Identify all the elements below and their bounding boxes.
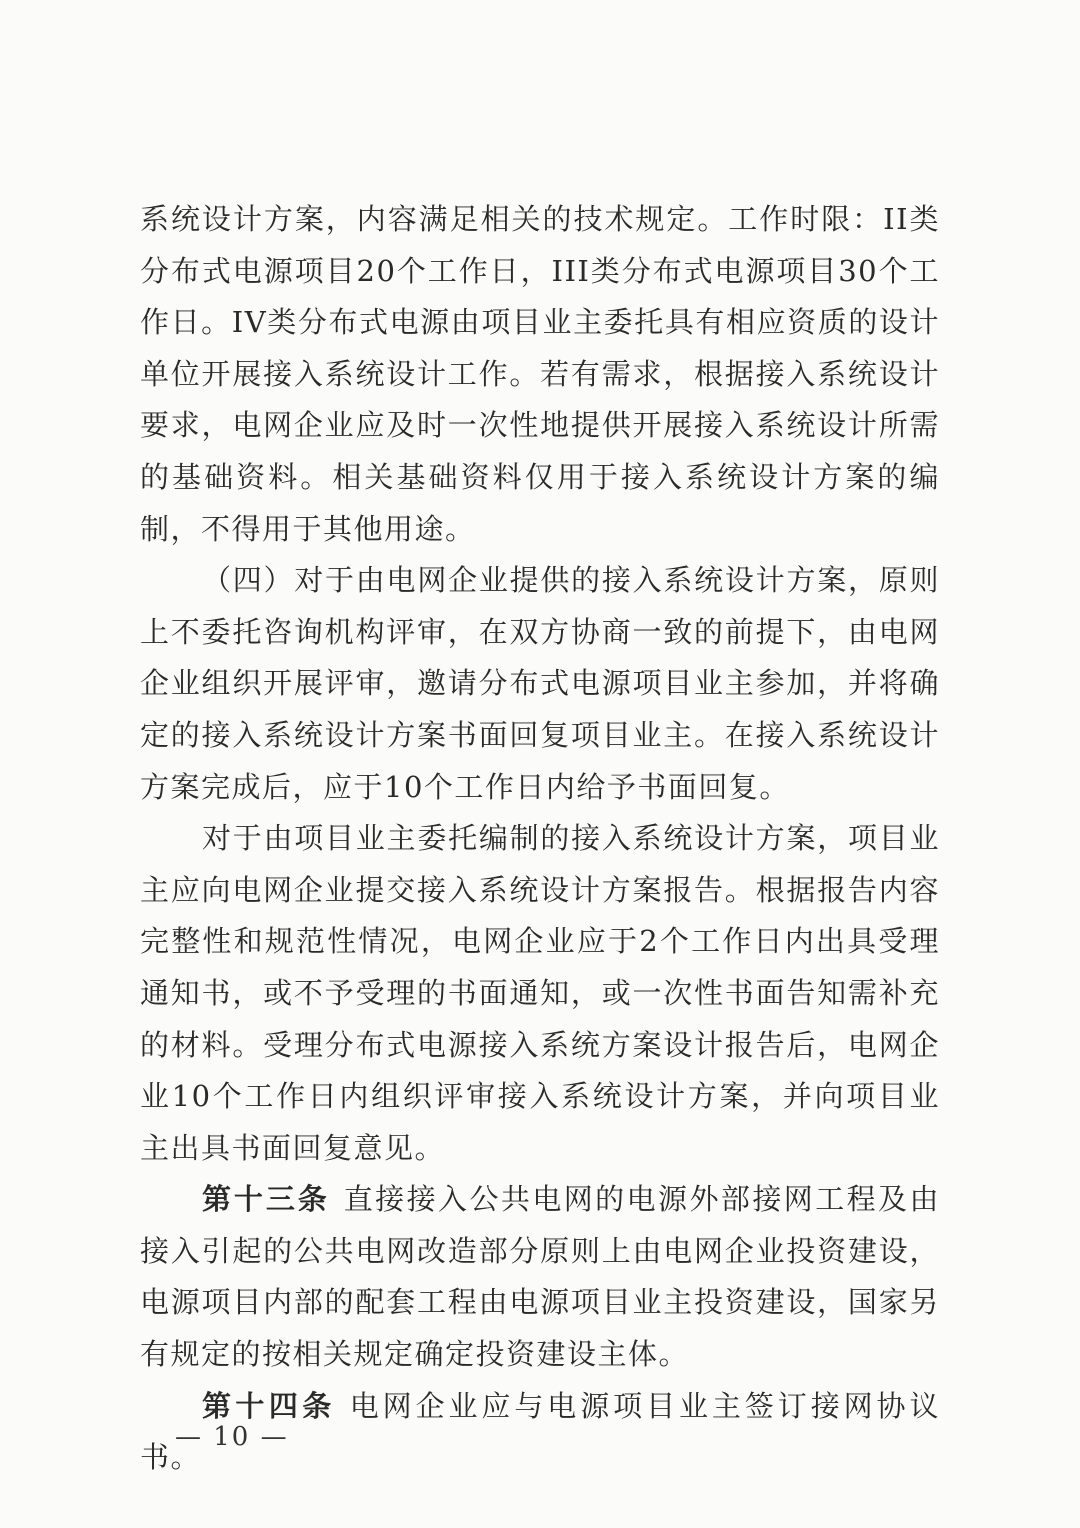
article-14-text: 电网企业应与电源项目业主签订接网协议书。 — [140, 1388, 940, 1475]
article-13-text: 直接接入公共电网的电源外部接网工程及由接入引起的公共电网改造部分原则上由电网企业投资建设，电源项目内部的配套工程由电源项目业主投资建设，国家另有规定的按相关规定确定投资建设主体。 — [140, 1182, 940, 1372]
article-13 — [140, 1174, 940, 1380]
paragraph-owner-commissioned: 对于由项目业主委托编制的接入系统设计方案，项目业主应向电网企业提交接入系统设计方案报告。根据报告内容完整性和规范性情况，电网企业应于2个工作日内出具受理通知书，或不予受理的书面通知，或一次性书面告知需补充的材料。受理分布式电源接入系统方案设计报告后，电网企业10个工作日内组织评审接入系统设计方案，并向项目业主出具书面回复意见。 — [140, 821, 940, 1165]
document-body — [140, 194, 940, 1484]
paragraph-item-four: （四）对于由电网企业提供的接入系统设计方案，原则上不委托咨询机构评审，在双方协商一致的前提下，由电网企业组织开展评审，邀请分布式电源项目业主参加，并将确定的接入系统设计方案书面回复项目业主。在接入系统设计方案完成后，应于10个工作日内给予书面回复。 — [140, 563, 940, 804]
paragraph-continuation: 系统设计方案，内容满足相关的技术规定。工作时限：II类分布式电源项目20个工作日，III类分布式电源项目30个工作日。IV类分布式电源由项目业主委托具有相应资质的设计单位开展接入系统设计工作。若有需求，根据接入系统设计要求，电网企业应及时一次性地提供开展接入系统设计所需的基础资料。相关基础资料仅用于接入系统设计方案的编制，不得用于其他用途。 — [140, 202, 940, 546]
article-13-label: 第十三条 — [202, 1182, 330, 1217]
article-14-label: 第十四条 — [202, 1388, 336, 1423]
page-number: — 10 — — [175, 1422, 289, 1452]
